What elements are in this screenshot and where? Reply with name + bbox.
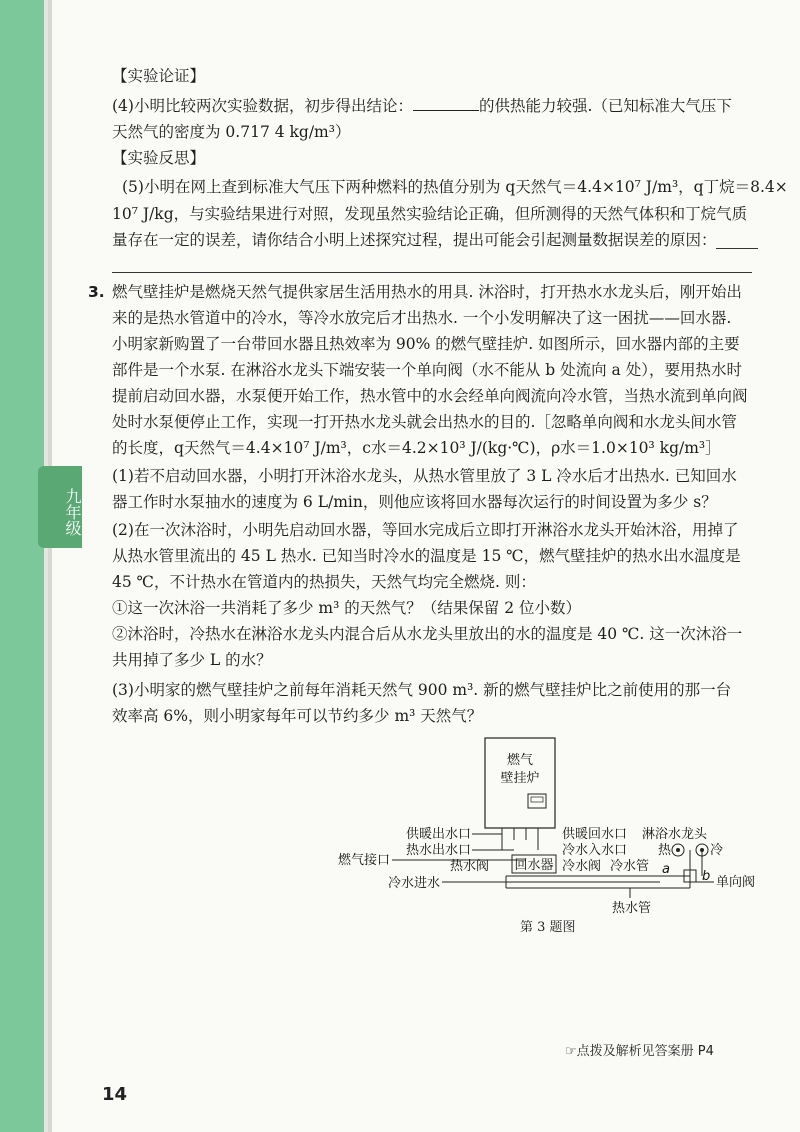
hot-out-label: 热水出水口 — [406, 843, 472, 858]
section-label-reflection: 【实验反思】 — [112, 149, 206, 167]
q3-1-line: 器工作时水泵抽水的速度为 6 L/min，则他应该将回水器每次运行的时间设置为多少 s？ — [112, 493, 717, 511]
q5-line3: 量存在一定的误差，请你结合小明上述探究过程，提出可能会引起测量数据误差的原因： — [112, 231, 717, 249]
page-edge-2 — [48, 0, 52, 1132]
q3-3-line: (3)小明家的燃气壁挂炉之前每年消耗天然气 900 m³. 新的燃气壁挂炉比之前使用的那一台 — [112, 681, 732, 699]
q3-stem-line: 处时水泵便停止工作，实现一打开热水龙头就会出热水的目的.［忽略单向阀和水龙头间水管 — [112, 413, 737, 431]
boiler-label-1: 燃气 — [506, 753, 534, 768]
question-3-number: 3. — [88, 283, 105, 301]
q3-2-subq-2-cont: 共用掉了多少 L 的水？ — [112, 651, 272, 669]
grade-side-tab: 九年级 — [38, 466, 82, 548]
q3-stem-line: 燃气壁挂炉是燃烧天然气提供家居生活用热水的用具. 沐浴时，打开热水水龙头后，刚开始出 — [112, 283, 742, 301]
q3-stem-line: 小明家新购置了一台带回水器且热效率为 90% 的燃气壁挂炉. 如图所示，回水器内部的主要 — [112, 335, 740, 353]
q3-1-line: (1)若不启动回水器，小明打开沐浴水龙头，从热水管里放了 3 L 冷水后才出热水. 已知回水 — [112, 467, 737, 485]
q3-stem-line: 提前启动回水器，水泵便开始工作，热水管中的水会经单向阀流向冷水管，当热水流到单向阀 — [112, 387, 748, 405]
cold-in-label: 冷水进水 — [388, 876, 441, 891]
point-b-label: b — [702, 869, 711, 884]
q5-line1: (5)小明在网上查到标准大气压下两种燃料的热值分别为 q天然气＝4.4×10⁷ J/m³，q丁烷＝8.4× — [122, 178, 788, 196]
hot-pipe-label: 热水管 — [612, 901, 652, 916]
section-label-argument: 【实验论证】 — [112, 67, 206, 85]
recirculator-label: 回水器 — [514, 858, 554, 873]
q3-2-line: (2)在一次沐浴时，小明先启动回水器，等回水完成后立即打开淋浴水龙头开始沐浴，用掉了 — [112, 521, 739, 539]
q3-2-line: 从热水管里流出的 45 L 热水. 已知当时冷水的温度是 15 ℃，燃气壁挂炉的热水出水温度是 — [112, 547, 741, 565]
boiler-label-2: 壁挂炉 — [500, 771, 540, 786]
paper-page — [52, 0, 800, 1132]
cold-in-port-label: 冷水入水口 — [562, 843, 628, 858]
q3-stem-line: 的长度，q天然气＝4.4×10⁷ J/m³，c水＝4.2×10³ J/(kg·℃)，ρ水＝1.0×10³ kg/m³］ — [112, 439, 721, 457]
q3-2-subq-2: ②沐浴时，冷热水在淋浴水龙头内混合后从水龙头里放出的水的温度是 40 ℃. 这一次沐浴一 — [112, 625, 743, 643]
answer-line-end[interactable] — [716, 248, 758, 249]
boiler-diagram — [330, 730, 760, 930]
answer-reference: ☞点拨及解析见答案册 P4 — [565, 1044, 714, 1059]
cold-valve-label: 冷水阀 — [562, 859, 602, 874]
answer-line[interactable] — [112, 272, 752, 273]
figure-caption: 第 3 题图 — [520, 920, 576, 935]
q4-line2: 天然气的密度为 0.717 4 kg/m³） — [112, 123, 351, 141]
q3-3-line: 效率高 6%，则小明家每年可以节约多少 m³ 天然气？ — [112, 707, 483, 725]
cold-pipe-label: 冷水管 — [610, 859, 650, 874]
q3-stem-line: 部件是一个水泵. 在淋浴水龙头下端安装一个单向阀（水不能从 b 处流向 a 处），要用热水时 — [112, 361, 742, 379]
point-a-label: a — [662, 862, 670, 877]
q4-line1: (4)小明比较两次实验数据，初步得出结论： 的供热能力较强.（已知标准大气压下 — [112, 97, 732, 115]
q5-line2: 10⁷ J/kg，与实验结果进行对照，发现虽然实验结论正确，但所测得的天然气体积和丁烷气质 — [112, 205, 748, 223]
hot-valve-label: 热水阀 — [450, 859, 490, 874]
heating-return-label: 供暖回水口 — [562, 827, 628, 842]
pointing-hand-icon: ☞ — [565, 1044, 577, 1059]
heating-out-label: 供暖出水口 — [406, 827, 472, 842]
q3-2-line: 45 ℃，不计热水在管道内的热损失，天然气均完全燃烧. 则： — [112, 573, 536, 591]
q3-stem-line: 来的是热水管道中的冷水，等冷水放完后才出热水. 一个小发明解决了这一困扰——回水器. — [112, 309, 732, 327]
page-number: 14 — [102, 1084, 128, 1105]
q3-2-subq-1: ①这一次沐浴一共消耗了多少 m³ 的天然气？（结果保留 2 位小数） — [112, 599, 581, 617]
hot-label: 热 — [658, 843, 672, 858]
gas-inlet-label: 燃气接口 — [338, 853, 391, 868]
cold-label: 冷 — [710, 843, 724, 858]
answer-blank[interactable] — [413, 96, 479, 111]
shower-faucet-label: 淋浴水龙头 — [642, 827, 708, 842]
check-valve-label: 单向阀 — [716, 875, 756, 890]
